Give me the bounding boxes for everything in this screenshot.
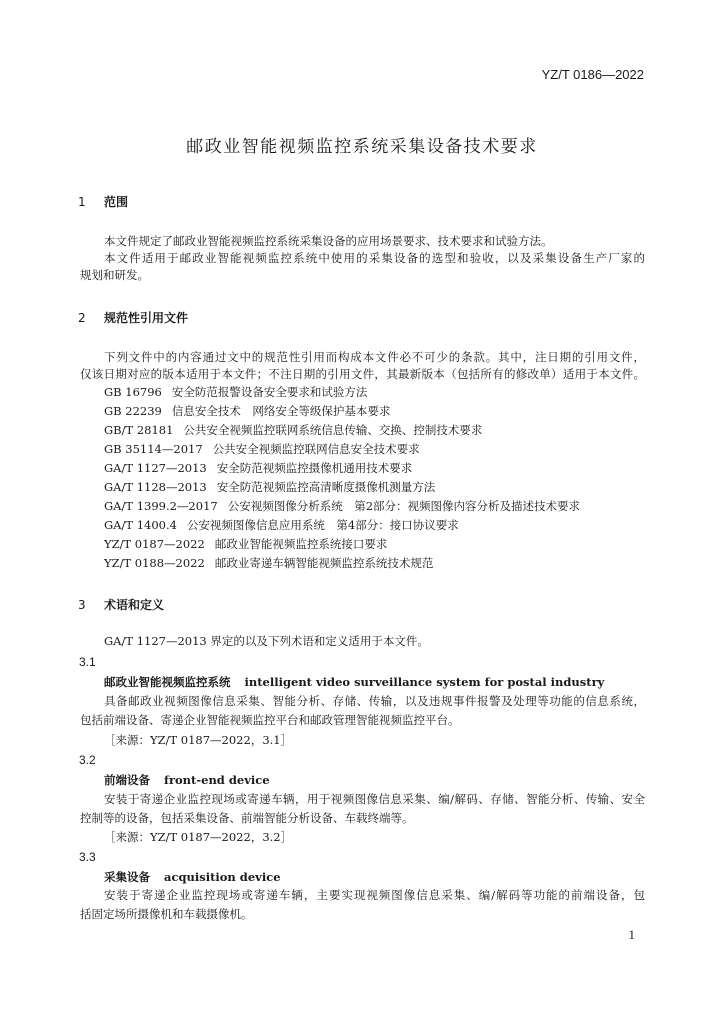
definition-line: 安装于寄递企业监控现场或寄递车辆，用于视频图像信息采集、编/解码、存储、智能分析、传输、安全: [104, 792, 645, 806]
reference-title: 信息安全技术 网络安全等级保护基本要求: [171, 404, 391, 418]
section-number: 2: [78, 311, 86, 325]
term-heading: [104, 772, 270, 788]
reference-item: [104, 385, 367, 399]
paragraph-line: 本文件适用于邮政业智能视频监控系统中使用的采集设备的选型和验收，以及采集设备生产厂家的: [104, 251, 645, 265]
section-title: 范围: [104, 195, 129, 209]
reference-code: GA/T 1400.4: [104, 518, 177, 532]
reference-item: [104, 480, 435, 494]
definition-line: 控制等的设备，包括采集设备、前端智能分析设备、车载终端等。: [80, 811, 414, 825]
definition-line: 包括前端设备、寄递企业智能视频监控平台和邮政管理智能视频监控平台。: [80, 713, 460, 727]
term-heading: [104, 869, 281, 885]
term-en: intelligent video surveillance system for postal industry: [244, 675, 605, 689]
paragraph-line: 仅该日期对应的版本适用于本文件；不注日期的引用文件，其最新版本（包括所有的修改单）适用于本文件。: [80, 367, 645, 381]
term-source: ［来源：YZ/T 0187—2022，3.2］: [104, 830, 293, 844]
reference-code: GB 22239: [104, 404, 162, 418]
term-heading: [104, 674, 604, 690]
term-number: 3.1: [79, 655, 96, 669]
reference-item: [104, 404, 390, 418]
term-en: acquisition device: [164, 870, 281, 884]
reference-title: 安全防范视频监控高清晰度摄像机测量方法: [216, 480, 436, 494]
reference-item: [104, 537, 387, 551]
paragraph: 本文件规定了邮政业智能视频监控系统采集设备的应用场景要求、技术要求和试验方法。: [104, 234, 553, 248]
reference-code: GB/T 28181: [104, 423, 174, 437]
document-title: 邮政业智能视频监控系统采集设备技术要求: [186, 137, 538, 157]
reference-title: 安全防范报警设备安全要求和试验方法: [171, 385, 368, 399]
section-3-heading: [78, 596, 164, 613]
paragraph-line: 规划和研发。: [80, 268, 149, 282]
reference-code: GA/T 1128—2013: [104, 480, 207, 494]
section-number: 1: [78, 195, 86, 209]
reference-title: 邮政业寄递车辆智能视频监控系统技术规范: [214, 556, 434, 570]
term-source: ［来源：YZ/T 0187—2022，3.1］: [104, 733, 293, 747]
section-title: 术语和定义: [104, 598, 165, 612]
term-number: 3.3: [79, 850, 96, 864]
section-1-heading: [78, 193, 128, 210]
reference-title: 公安视频图像信息应用系统 第4部分：接口协议要求: [186, 518, 459, 532]
term-number: 3.2: [79, 753, 96, 767]
definition-line: 括固定场所摄像机和车载摄像机。: [80, 907, 253, 921]
reference-item: [104, 499, 580, 513]
reference-title: 公安视频图像分析系统 第2部分：视频图像内容分析及描述技术要求: [227, 499, 581, 513]
section-2-heading: [78, 309, 188, 326]
section-title: 规范性引用文件: [104, 311, 189, 325]
term-zh: 邮政业智能视频监控系统: [104, 675, 231, 689]
reference-title: 公共安全视频监控联网信息安全技术要求: [212, 442, 420, 456]
reference-title: 公共安全视频监控联网系统信息传输、交换、控制技术要求: [183, 423, 483, 437]
reference-title: 邮政业智能视频监控系统接口要求: [214, 537, 388, 551]
section-number: 3: [78, 598, 86, 612]
reference-code: YZ/T 0188—2022: [104, 556, 205, 570]
reference-item: [104, 518, 459, 532]
reference-title: 安全防范视频监控摄像机通用技术要求: [216, 461, 413, 475]
term-zh: 前端设备: [104, 773, 150, 787]
paragraph-line: 下列文件中的内容通过文中的规范性引用而构成本文件必不可少的条款。其中，注日期的引用文件，: [104, 350, 645, 364]
term-zh: 采集设备: [104, 870, 150, 884]
reference-code: GA/T 1127—2013: [104, 461, 207, 475]
definition-line: 具备邮政业视频图像信息采集、智能分析、存储、传输，以及违规事件报警及处理等功能的信息系统，: [104, 694, 645, 708]
reference-code: GB 35114—2017: [104, 442, 203, 456]
page-number: 1: [628, 927, 635, 942]
reference-item: [104, 461, 412, 475]
reference-code: GB 16796: [104, 385, 162, 399]
reference-code: YZ/T 0187—2022: [104, 537, 205, 551]
definition-line: 安装于寄递企业监控现场或寄递车辆，主要实现视频图像信息采集、编/解码等功能的前端设备，包: [104, 888, 645, 902]
reference-item: [104, 423, 482, 437]
reference-code: GA/T 1399.2—2017: [104, 499, 218, 513]
standard-code: YZ/T 0186—2022: [541, 67, 644, 82]
paragraph: GA/T 1127—2013 界定的以及下列术语和定义适用于本文件。: [104, 634, 429, 648]
reference-item: [104, 556, 433, 570]
reference-item: [104, 442, 420, 456]
term-en: front-end device: [164, 773, 270, 787]
